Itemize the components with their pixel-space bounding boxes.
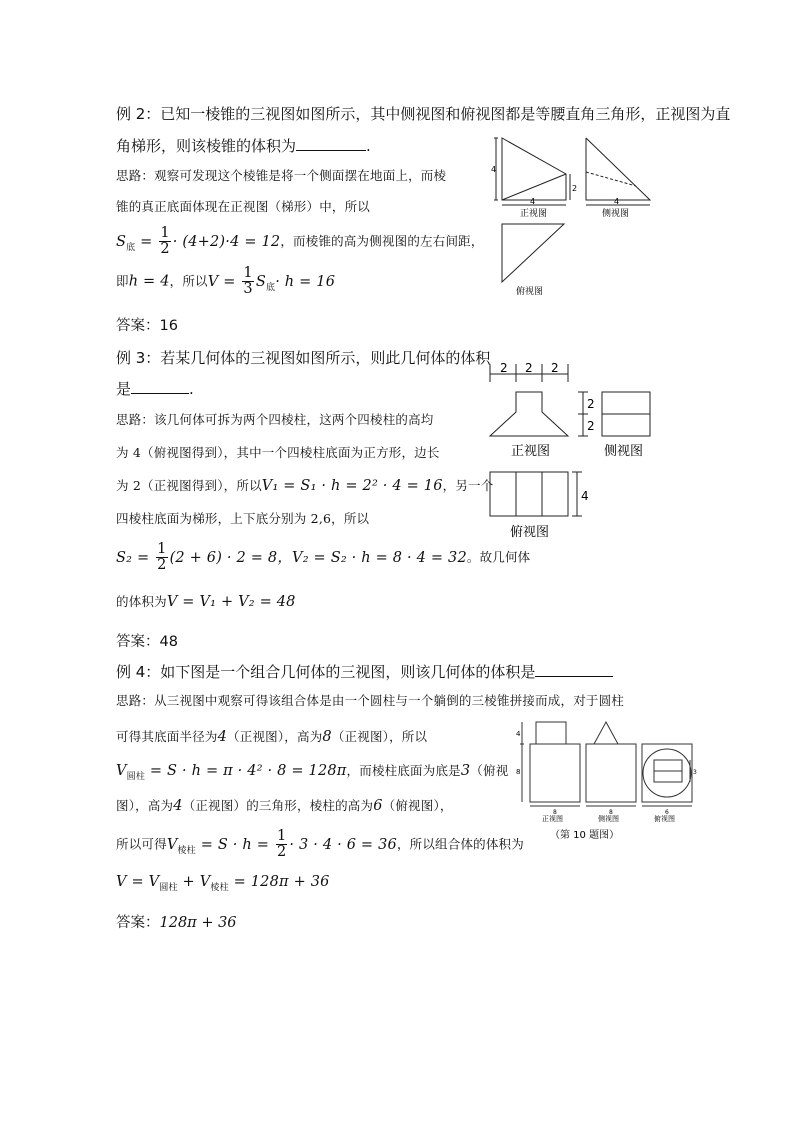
ex4-solution-line3: $V_{圆柱} = S \cdot h = \pi \cdot 4^2 \cdot 8 = 128\pi$，而棱柱底面为底是3（俯视 (116, 763, 509, 782)
ex4-solution-line6: $V = V_{圆柱} + V_{棱柱} = 128\pi + 36$ (116, 874, 330, 893)
ex2-front-width-label: 4 (530, 197, 536, 206)
ex4-front-top-height: 4 (516, 730, 521, 738)
ex4-solution-line2: 可得其底面半径为4（正视图），高为8（正视图），所以 (116, 729, 428, 745)
ex3-dim-left: 2 (500, 361, 508, 375)
ex2-front-height-label: 4 (491, 165, 497, 174)
ex2-solution-line3: $S_底$ = $\frac{1}{2}$ · (4+2)·4 = 12，而棱锥的高为侧视图的左右间距， (116, 225, 484, 257)
ex3-dim-right: 2 (551, 361, 559, 375)
ex4-figure-caption: （第 10 题图） (550, 830, 620, 841)
ex3-answer-blank (131, 379, 189, 394)
ex3-dim-mid: 2 (525, 361, 533, 375)
ex2-side-view-label: 侧视图 (602, 209, 630, 219)
fraction: $\frac{1}{2}$ (157, 541, 167, 573)
ex4-top-height: 3 (693, 769, 697, 776)
fraction: $\frac{1}{2}$ (276, 828, 287, 860)
ex3-solution-line5: S₂ = $\frac{1}{2}$ (2 + 6) · 2 = 8，V₂ = S₂ · h = 8 · 4 = 32。故几何体 (116, 541, 531, 573)
ex2-question-line1: 例 2：已知一棱锥的三视图如图所示，其中侧视图和俯视图都是等腰直角三角形，正视图为直 (116, 105, 731, 123)
ex2-solution-line2: 锥的真正底面体现在正视图（梯形）中，所以 (116, 199, 371, 214)
ex4-side-view (586, 722, 636, 806)
ex3-dim-upper: 2 (587, 397, 595, 411)
ex2-top-view (502, 224, 564, 282)
ex4-front-view (520, 722, 580, 806)
ex4-solution-line4: 图），高为4（正视图）的三角形，棱柱的高为6（俯视图）， (116, 798, 453, 814)
ex2-top-view-label: 俯视图 (516, 287, 544, 297)
ex3-answer: 答案：48 (116, 634, 178, 650)
fraction: $\frac{1}{2}$ (160, 225, 170, 257)
ex2-solution-line1: 思路：观察可发现这个棱锥是将一个侧面摆在地面上，而棱 (116, 168, 447, 183)
ex3-top-view-label: 俯视图 (510, 525, 550, 540)
fraction: $\frac{1}{3}$ (243, 265, 253, 297)
ex2-solution-line4: 即h = 4，所以V = $\frac{1}{3}$ $S_底\cdot h = 16$ (116, 265, 336, 297)
ex4-question-line1: 例 4：如下图是一个组合几何体的三视图，则该几何体的体积是 (116, 662, 613, 682)
ex4-answer-blank (535, 662, 613, 677)
ex4-solution-line1: 思路：从三视图中观察可得该组合体是由一个圆柱与一个躺倒的三棱锥拼接而成，对于圆柱 (116, 693, 625, 708)
ex2-front-view (494, 138, 570, 205)
ex3-question-line2: 是 . (116, 380, 194, 398)
ex2-period: . (366, 137, 371, 155)
ex3-front-view-label: 正视图 (511, 444, 551, 459)
ex3-solution-line6: 的体积为V = V₁ + V₂ = 48 (116, 594, 296, 610)
ex2-front-short-label: 2 (572, 184, 578, 193)
ex3-three-view-figure (484, 358, 664, 544)
ex4-front-view-label: 正视图 (542, 815, 563, 823)
ex3-solution-line2: 为 4（俯视图得到），其中一个四棱柱底面为正方形，边长 (116, 445, 440, 460)
ex4-solution-line5: 所以可得$V_{棱柱} = S \cdot h$ = $\frac{1}{2}$ · 3 · 4 · 6 = 36，所以组合体的体积为 (116, 828, 524, 860)
ex3-side-view-label: 侧视图 (604, 444, 644, 459)
ex2-side-width-label: 4 (614, 197, 620, 206)
ex2-question-text: 角梯形，则该棱锥的体积为 (116, 137, 297, 155)
ex4-top-view (642, 744, 692, 806)
ex4-side-width: 8 (609, 809, 613, 816)
ex4-top-view-label: 俯视图 (654, 815, 675, 823)
ex3-solution-line3: 为 2（正视图得到），所以V₁ = S₁ · h = 2² · 4 = 16，另一个 (116, 478, 494, 494)
ex3-solution-line4: 四棱柱底面为梯形，上下底分别为 2,6，所以 (116, 511, 370, 526)
ex3-question-line1: 例 3：若某几何体的三视图如图所示，则此几何体的体积 (116, 349, 491, 367)
ex2-three-view-figure (486, 132, 666, 300)
ex4-answer: 答案：128π + 36 (116, 915, 237, 931)
ex3-top-height-label: 4 (581, 489, 589, 503)
ex2-answer-blank (296, 136, 366, 151)
ex2-side-view (586, 138, 650, 205)
ex3-top-view (490, 472, 582, 516)
ex4-front-width: 8 (553, 809, 557, 816)
ex4-side-view-label: 侧视图 (598, 815, 619, 823)
ex2-front-view-label: 正视图 (520, 209, 548, 219)
ex2-question-line2 (116, 136, 371, 156)
ex3-front-view (490, 392, 568, 436)
ex3-solution-line1: 思路：该几何体可拆为两个四棱柱，这两个四棱柱的高均 (116, 412, 434, 427)
ex3-dim-lower: 2 (587, 419, 595, 433)
ex4-top-width: 6 (665, 809, 669, 816)
ex4-front-body-height: 8 (516, 768, 521, 776)
ex2-answer: 答案：16 (116, 318, 178, 334)
ex4-three-view-figure (510, 718, 700, 844)
